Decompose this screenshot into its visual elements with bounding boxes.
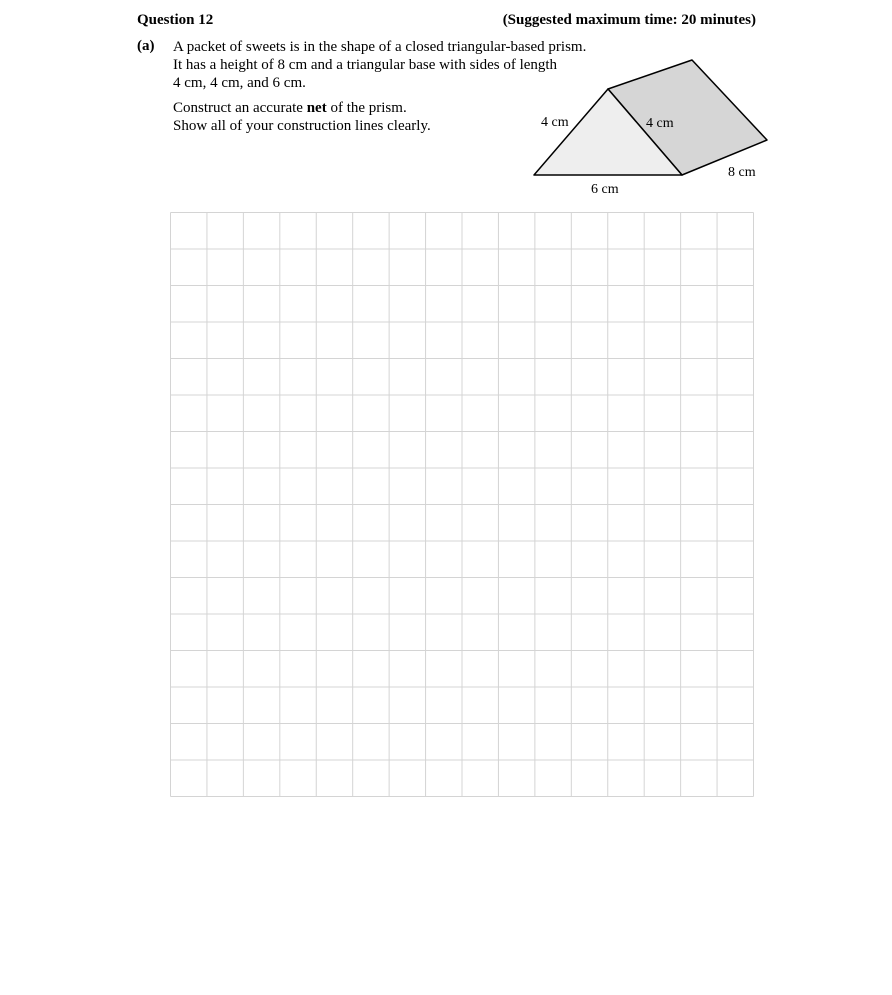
label-base: 6 cm [591,182,619,197]
prism-diagram [520,55,780,205]
task-suffix: of the prism. [326,100,407,116]
part-label: (a) [137,38,155,54]
intro-line-3: 4 cm, 4 cm, and 6 cm. [173,75,306,91]
question-number: Question 12 [137,12,214,28]
task-line-2: Show all of your construction lines clearly. [173,118,431,134]
label-right-side: 4 cm [646,116,674,131]
task-line-1 [173,99,513,117]
intro-line-1: A packet of sweets is in the shape of a closed triangular-based prism. [173,39,587,55]
question-task [173,99,513,135]
suggested-time: (Suggested maximum time: 20 minutes) [502,12,756,28]
intro-line-2: It has a height of 8 cm and a triangular base with sides of length [173,57,558,73]
answer-grid[interactable] [170,212,754,797]
task-keyword-net: net [306,100,327,116]
label-left-side: 4 cm [541,115,569,130]
label-height: 8 cm [728,165,756,180]
task-prefix: Construct an accurate [173,100,307,116]
